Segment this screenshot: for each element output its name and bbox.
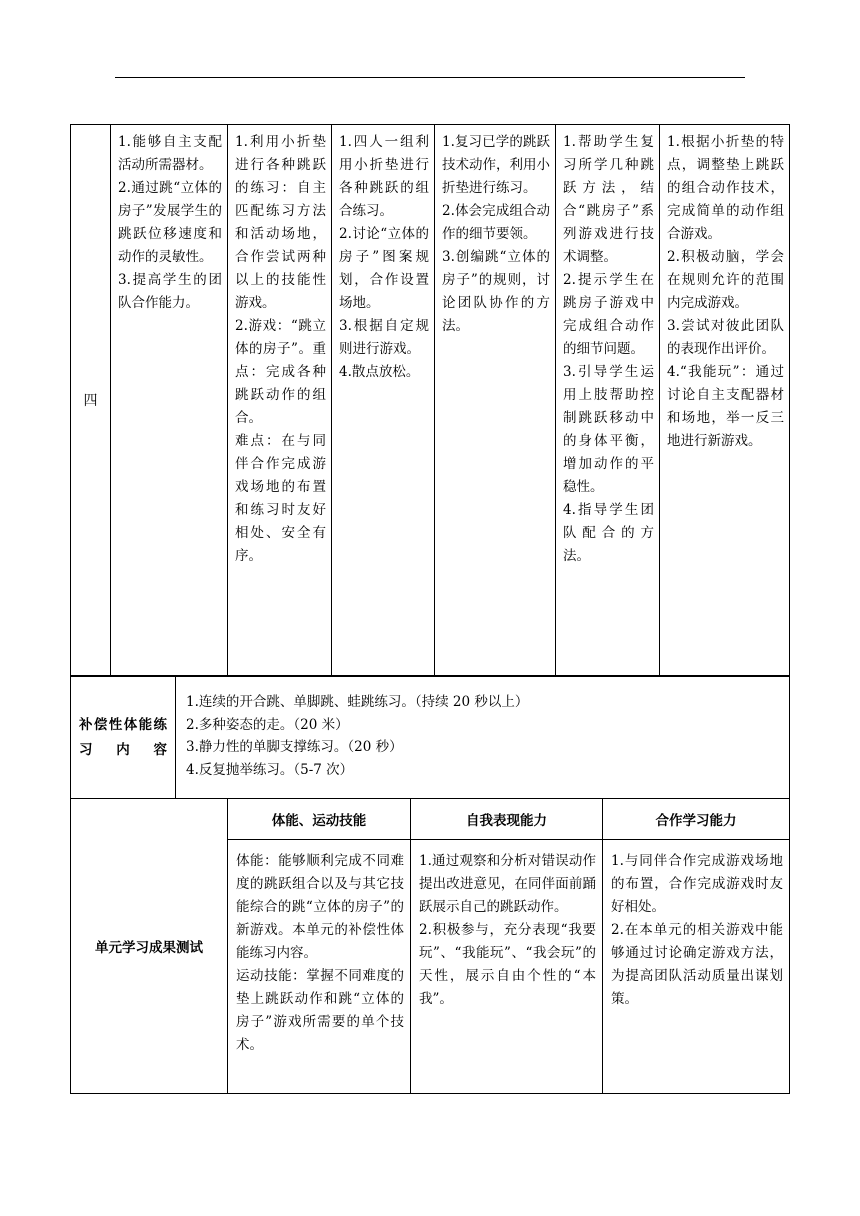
- learning-goals-cell: 1.能够自主支配活动所需器材。 2.通过跳“立体的房子”发展学生的跳跃位移速度和动作的灵敏性。 3.提高学生的团队合作能力。: [111, 125, 228, 676]
- header-physical-skills: 体能、运动技能: [228, 799, 411, 840]
- compensatory-content: 1.连续的开合跳、单脚跳、蛙跳练习。（持续 20 秒以上） 2.多种姿态的走。（20 米） 3.静力性的单脚支撑练习。（20 秒） 4.反复抛举练习。（5-7 次）: [176, 677, 790, 799]
- compensatory-table: [70, 676, 790, 799]
- physical-skills-content: 体能：能够顺利完成不同难度的跳跃组合以及与其它技能综合的跳“立体的房子”的新游戏。本单元的补偿性体能练习内容。 运动技能：掌握不同难度的垫上跳跃动作和跳“立体的房子”游戏所需要的单个技术。: [228, 840, 411, 1094]
- self-expression-content: 1.通过观察和分析对错误动作提出改进意见，在同伴面前踊跃展示自己的跳跃动作。 2.积极参与，充分表现“我要玩”、“我能玩”、“我会玩”的天性，展示自由个性的“本我”。: [411, 840, 603, 1094]
- unit-test-header-row: [71, 799, 790, 840]
- cooperative-learning-content: 1.与同伴合作完成游戏场地的布置，合作完成游戏时友好相处。 2.在本单元的相关游戏中能够通过讨论确定游戏方法，为提高团队活动质量出谋划策。: [603, 840, 790, 1094]
- lesson-number: 四: [71, 125, 111, 676]
- header-cooperative-learning: 合作学习能力: [603, 799, 790, 840]
- evaluation-cell: 1.根据小折垫的特点，调整垫上跳跃的组合动作技术，完成简单的动作组合游戏。 2.积极动脑，学会在规则允许的范围内完成游戏。 3.尝试对彼此团队的表现作出评价。 4.“我能玩”：通过讨论自主支配器材和场地，举一反三地进行新游戏。: [660, 125, 790, 676]
- header-self-expression: 自我表现能力: [411, 799, 603, 840]
- lesson-four-table: [70, 124, 790, 676]
- compensatory-label: 补偿性体能练习内容: [71, 677, 176, 799]
- compensatory-row: [71, 677, 790, 799]
- student-activity-cell: 1.复习已学的跳跃技术动作，利用小折垫进行练习。 2.体会完成组合动作的细节要领。 3.创编跳“立体的房子”的规则，讨论团队协作的方法。: [435, 125, 556, 676]
- learning-content-cell: 1.利用小折垫进行各种跳跃的练习：自主匹配练习方法和活动场地，合作尝试两种以上的技能性游戏。 2.游戏：“跳立体的房子”。重点：完成各种跳跃动作的组合。 难点：在与同伴合作完成游戏场地的布置和练习时友好相处、安全有序。: [228, 125, 332, 676]
- organization-cell: 1.四人一组利用小折垫进行各种跳跃的组合练习。 2.讨论“立体的房子”图案规划，合作设置场地。 3.根据自定规则进行游戏。 4.散点放松。: [332, 125, 435, 676]
- unit-test-table: [70, 798, 790, 1094]
- header-rule: [115, 77, 745, 78]
- unit-test-label: 单元学习成果测试: [71, 799, 228, 1094]
- teacher-guidance-cell: 1.帮助学生复习所学几种跳跃方法，结合“跳房子”系列游戏进行技术调整。 2.提示学生在跳房子游戏中完成组合动作的细节问题。 3.引导学生运用上肢帮助控制跳跃移动中的身体平衡，增加动作的平稳性。 4.指导学生团队配合的方法。: [556, 125, 660, 676]
- lesson-four-row: [71, 125, 790, 676]
